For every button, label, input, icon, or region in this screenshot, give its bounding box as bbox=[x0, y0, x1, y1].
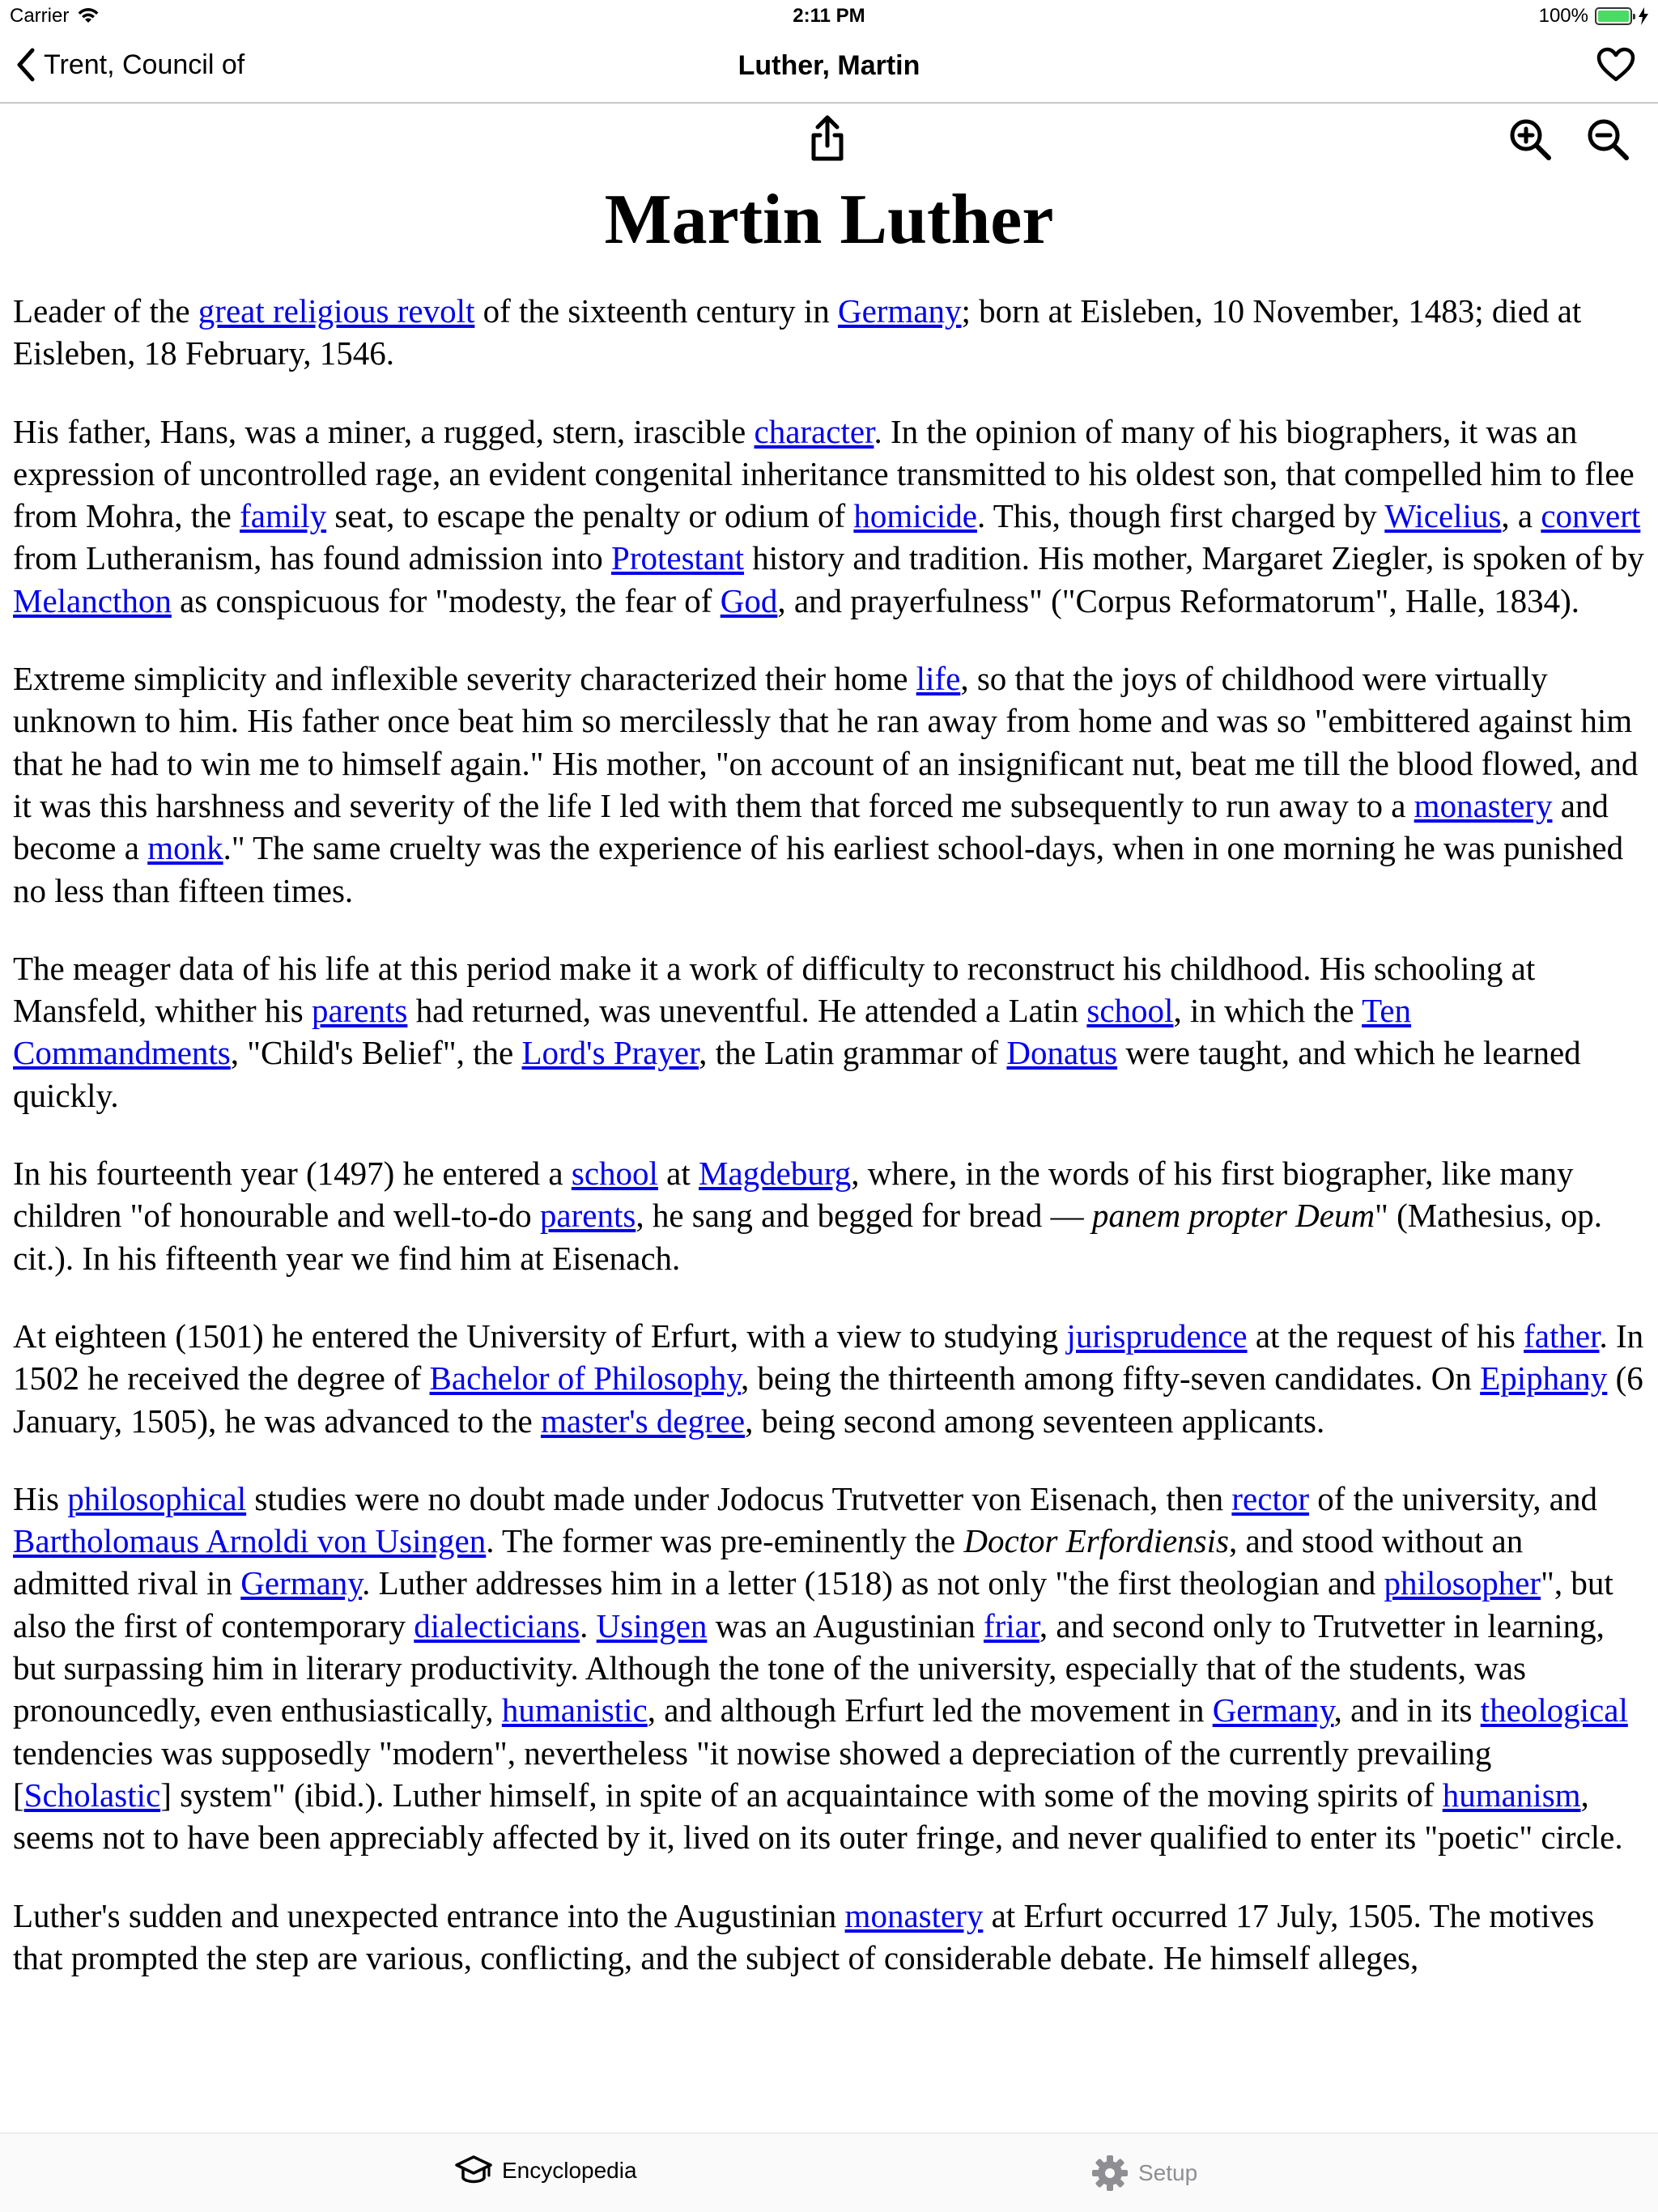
status-bar bbox=[0, 0, 1658, 34]
article-text: , "Child's Belief", the bbox=[230, 1034, 522, 1072]
article-link[interactable]: father bbox=[1524, 1317, 1600, 1355]
article-link[interactable]: philosophical bbox=[67, 1479, 247, 1517]
charging-icon bbox=[1639, 7, 1648, 25]
article-text: history and tradition. His mother, Margaret Ziegler, is spoken of by bbox=[744, 539, 1644, 577]
article-link[interactable]: Germany bbox=[837, 292, 962, 330]
article-text: studies were no doubt made under Jodocus Trutvetter von Eisenach, then bbox=[246, 1479, 1232, 1517]
article-text: were taught, and which he learned quickly. bbox=[13, 1034, 1581, 1114]
article-text: ." The same cruelty was the experience of his earliest school-days, when in one morning he was punished no less than fifteen times. bbox=[13, 829, 1624, 909]
article-paragraph bbox=[13, 657, 1645, 912]
article-link[interactable]: friar bbox=[983, 1606, 1039, 1644]
article-link[interactable]: dialecticians bbox=[414, 1606, 580, 1644]
graduation-cap-icon bbox=[455, 2155, 492, 2187]
favorite-button[interactable] bbox=[1596, 47, 1635, 87]
article-text: , and stood without an admitted rival in bbox=[13, 1522, 1524, 1602]
article-paragraph bbox=[13, 1478, 1645, 1859]
article-text: from Lutheranism, has found admission into bbox=[13, 539, 612, 577]
article-link[interactable]: homicide bbox=[853, 497, 977, 535]
article-link[interactable]: God bbox=[720, 581, 778, 619]
article-link[interactable]: Scholastic bbox=[23, 1776, 161, 1814]
article-link[interactable]: life bbox=[916, 660, 961, 698]
article-link[interactable]: Donatus bbox=[1006, 1034, 1118, 1072]
article-text: The meager data of his life at this period make it a work of difficulty to reconstruct his childhood. His schooling at Mansfeld, whither his bbox=[13, 949, 1536, 1030]
article-text: , a bbox=[1501, 497, 1541, 535]
article-link[interactable]: Bachelor of Philosophy bbox=[429, 1359, 742, 1397]
article-text: , where, in the words of his first biographer, like many children "of honourable and well-to-do bbox=[13, 1155, 1574, 1235]
clock: 2:11 PM bbox=[793, 5, 865, 27]
article-text: , and second only to Trutvetter in learning, but surpassing him in literary productivity. Although the tone of the university, especially that of the students, was pronouncedly, even enthusiastically, bbox=[13, 1606, 1605, 1729]
article-text: ; born at Eisleben, 10 November, 1483; died at Eisleben, 18 February, 1546. bbox=[13, 292, 1582, 372]
article-text: At eighteen (1501) he entered the University of Erfurt, with a view to studying bbox=[13, 1317, 1067, 1355]
zoom-in-icon bbox=[1507, 117, 1553, 162]
article-text: . In the opinion of many of his biographers, it was an expression of uncontrolled rage, an evident congenital inheritance transmitted to his oldest son, that compelled him to flee from Mohra, the bbox=[13, 412, 1635, 535]
carrier-label: Carrier bbox=[10, 5, 70, 27]
article-text: at Erfurt occurred 17 July, 1505. The motives that prompted the step are various, conflicting, and the subject of considerable debate. He himself alleges, bbox=[13, 1896, 1595, 1976]
article-link[interactable]: Lord's Prayer bbox=[521, 1034, 699, 1072]
tab-encyclopedia-label: Encyclopedia bbox=[502, 2158, 637, 2183]
article-text: , the Latin grammar of bbox=[699, 1034, 1007, 1072]
article-text: ] system" (ibid.). Luther himself, in spite of an acquaintaince with some of the moving spirits of bbox=[160, 1776, 1443, 1814]
article-text: . This, though first charged by bbox=[976, 497, 1385, 535]
article-emphasis: Doctor Erfordiensis bbox=[963, 1522, 1229, 1560]
article-paragraph bbox=[13, 947, 1645, 1117]
article-text: In his fourteenth year (1497) he entered a bbox=[13, 1155, 572, 1193]
article-text: of the university, and bbox=[1308, 1479, 1597, 1517]
article-paragraph bbox=[13, 1895, 1645, 1980]
share-icon bbox=[806, 113, 848, 164]
article-text: " (Mathesius, op. cit.). In his fifteenth year we find him at Eisenach. bbox=[13, 1197, 1603, 1277]
article-link[interactable]: great religious revolt bbox=[198, 292, 475, 330]
article-link[interactable]: monastery bbox=[1414, 786, 1553, 824]
article-link[interactable]: rector bbox=[1231, 1479, 1309, 1517]
article-text: . In 1502 he received the degree of bbox=[13, 1317, 1644, 1397]
article-text: , and prayerfulness" ("Corpus Reformatorum", Halle, 1834). bbox=[777, 581, 1580, 619]
article-paragraph bbox=[13, 290, 1645, 375]
article-emphasis: panem propter Deum bbox=[1091, 1197, 1375, 1235]
article-text: His father, Hans, was a miner, a rugged, stern, irascible bbox=[13, 412, 755, 450]
article-paragraph bbox=[13, 1315, 1645, 1442]
article-paragraph bbox=[13, 1152, 1645, 1279]
article-text: Luther's sudden and unexpected entrance into the Augustinian bbox=[13, 1896, 845, 1934]
article-link[interactable]: family bbox=[240, 497, 327, 535]
battery-icon bbox=[1595, 7, 1632, 25]
article-text: Leader of the bbox=[13, 292, 198, 330]
battery-group bbox=[1539, 5, 1648, 28]
article-text: . bbox=[580, 1606, 597, 1644]
article-link[interactable]: school bbox=[1086, 992, 1174, 1030]
zoom-out-icon bbox=[1585, 117, 1630, 162]
article-text: at bbox=[657, 1155, 699, 1193]
article-link[interactable]: Protestant bbox=[611, 539, 745, 577]
article-text: of the sixteenth century in bbox=[474, 292, 838, 330]
article-text: , and in its bbox=[1333, 1691, 1481, 1729]
article-text: , being the thirteenth among fifty-seven candidates. On bbox=[741, 1359, 1481, 1397]
article-text: seat, to escape the penalty or odium of bbox=[326, 497, 854, 535]
article-link[interactable]: master's degree bbox=[540, 1402, 746, 1440]
article-link[interactable]: parents bbox=[539, 1197, 636, 1235]
article-text: , he sang and begged for bread — bbox=[636, 1197, 1092, 1235]
article-link[interactable]: Usingen bbox=[596, 1606, 708, 1644]
article-link[interactable]: character bbox=[754, 412, 874, 450]
article-link[interactable]: Germany bbox=[1212, 1691, 1334, 1729]
article-title: Martin Luther bbox=[604, 181, 1054, 259]
article-link[interactable]: Melancthon bbox=[13, 581, 172, 619]
article-link[interactable]: jurisprudence bbox=[1066, 1317, 1248, 1355]
article-text: His bbox=[13, 1479, 68, 1517]
article-text: , and although Erfurt led the movement in bbox=[647, 1691, 1213, 1729]
article-text: (6 January, 1505), he was advanced to the bbox=[13, 1359, 1643, 1440]
article-link[interactable]: Bartholomaus Arnoldi von Usingen bbox=[13, 1522, 487, 1560]
article-body bbox=[13, 290, 1645, 1979]
article-link[interactable]: humanistic bbox=[501, 1691, 648, 1729]
article-text: had returned, was uneventful. He attended a Latin bbox=[407, 992, 1087, 1030]
article-link[interactable]: convert bbox=[1541, 497, 1641, 535]
article-text: . Luther addresses him in a letter (1518) as not only "the first theologian and bbox=[362, 1564, 1384, 1602]
gear-icon bbox=[1091, 2155, 1129, 2192]
zoom-out-button[interactable] bbox=[1585, 117, 1630, 166]
tab-encyclopedia[interactable] bbox=[455, 2155, 637, 2187]
article-paragraph bbox=[13, 410, 1645, 622]
article-text: , seems not to have been appreciably affected by it, lived on its outer fringe, and never qualified to enter its "poetic" circle. bbox=[13, 1776, 1623, 1857]
article-link[interactable]: Wicelius bbox=[1384, 497, 1502, 535]
article-link[interactable]: Germany bbox=[240, 1564, 363, 1602]
article-link[interactable]: Ten Commandments bbox=[13, 992, 1412, 1072]
article-text: , being second among seventeen applicants. bbox=[745, 1402, 1325, 1440]
heart-icon bbox=[1596, 47, 1635, 83]
article-content[interactable] bbox=[13, 180, 1645, 2131]
article-link[interactable]: monk bbox=[147, 829, 223, 867]
article-text: Extreme simplicity and inflexible severity characterized their home bbox=[13, 660, 916, 698]
article-link[interactable]: Epiphany bbox=[1480, 1359, 1608, 1397]
tab-setup[interactable] bbox=[1091, 2155, 1197, 2192]
article-text: and become a bbox=[13, 786, 1609, 867]
page-title: Luther, Martin bbox=[738, 50, 920, 81]
article-link[interactable]: philosopher bbox=[1384, 1564, 1541, 1602]
tab-bar bbox=[0, 2133, 1658, 2212]
share-button[interactable] bbox=[806, 113, 848, 168]
article-link[interactable]: monastery bbox=[844, 1896, 984, 1934]
article-text: was an Augustinian bbox=[707, 1606, 984, 1644]
tab-setup-label: Setup bbox=[1138, 2160, 1198, 2185]
article-link[interactable]: Magdeburg bbox=[699, 1155, 852, 1193]
article-text: tendencies was supposedly "modern", nevertheless "it nowise showed a depreciation of the currently prevailing [ bbox=[13, 1733, 1492, 1814]
zoom-in-button[interactable] bbox=[1507, 117, 1553, 166]
article-text: . The former was pre-eminently the bbox=[486, 1522, 964, 1560]
navigation-bar bbox=[0, 34, 1658, 104]
article-link[interactable]: humanism bbox=[1442, 1776, 1581, 1814]
article-text: , so that the joys of childhood were virtually unknown to him. His father once beat him so mercilessly that he ran away from home and was so "embittered against him that he had to win me to himself again." His mother, "on account of an insignificant nut, beat me till the blood flowed, and it was this harshness and severity of the life I led with them that forced me subsequently to run away to a bbox=[13, 660, 1639, 824]
article-text: ", but also the first of contemporary bbox=[13, 1564, 1613, 1644]
back-label: Trent, Council of bbox=[44, 49, 245, 80]
battery-percent: 100% bbox=[1538, 5, 1588, 27]
article-text: , in which the bbox=[1173, 992, 1363, 1030]
article-text: as conspicuous for "modesty, the fear of bbox=[171, 581, 721, 619]
article-link[interactable]: parents bbox=[311, 992, 408, 1030]
article-link[interactable]: school bbox=[571, 1155, 658, 1193]
article-text: at the request of his bbox=[1247, 1317, 1524, 1355]
article-link[interactable]: theological bbox=[1480, 1691, 1628, 1729]
